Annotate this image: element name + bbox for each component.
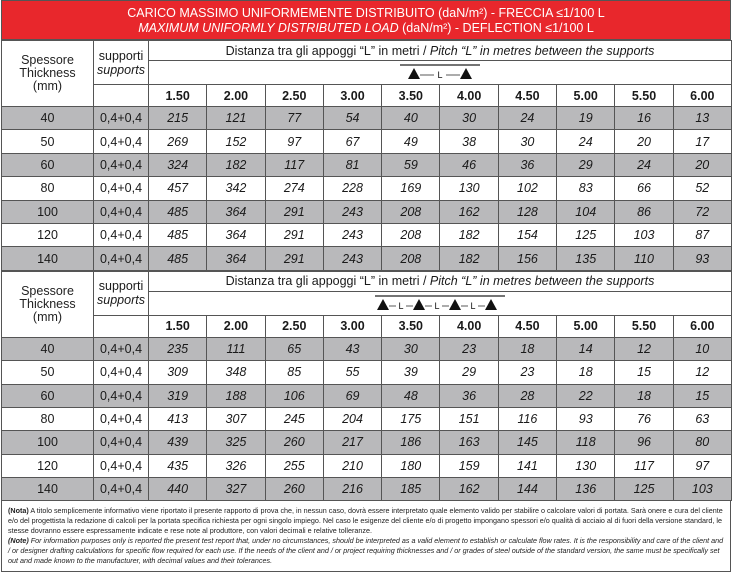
thickness-cell: 80 <box>2 177 94 200</box>
table-row <box>2 177 732 200</box>
load-value-cell: 118 <box>557 431 615 454</box>
load-value-cell: 327 <box>207 478 265 501</box>
span-header-cell: 3.00 <box>323 315 381 337</box>
table-header <box>1 0 731 40</box>
load-value-cell: 348 <box>207 361 265 384</box>
span-header-cell: 1.50 <box>149 85 207 107</box>
single-span-table <box>1 40 732 271</box>
thickness-cell: 140 <box>2 478 94 501</box>
supports-header <box>94 271 149 315</box>
table-row <box>2 407 732 430</box>
load-value-cell: 291 <box>265 200 323 223</box>
note-en-label: (Note) <box>8 536 29 546</box>
load-value-cell: 154 <box>498 223 556 246</box>
load-value-cell: 12 <box>673 361 731 384</box>
load-value-cell: 217 <box>323 431 381 454</box>
span-header-cell: 2.50 <box>265 85 323 107</box>
span-header-cell: 5.00 <box>557 85 615 107</box>
load-value-cell: 163 <box>440 431 498 454</box>
load-value-cell: 67 <box>323 130 381 153</box>
thickness-header <box>2 41 94 107</box>
thickness-cell: 50 <box>2 361 94 384</box>
supports-cell: 0,4+0,4 <box>94 337 149 360</box>
supports-label-en: supports <box>97 62 145 77</box>
support-triangle-3 <box>449 299 461 310</box>
span-header-cell: 2.50 <box>265 315 323 337</box>
table-row <box>2 247 732 270</box>
load-value-cell: 36 <box>498 153 556 176</box>
load-value-cell: 22 <box>557 384 615 407</box>
note-it-label: (Nota) <box>8 506 29 516</box>
span-header-cell: 3.50 <box>382 85 440 107</box>
table-row <box>2 384 732 407</box>
load-value-cell: 121 <box>207 107 265 130</box>
load-value-cell: 162 <box>440 200 498 223</box>
supports-cell: 0,4+0,4 <box>94 107 149 130</box>
load-value-cell: 103 <box>615 223 673 246</box>
table-row <box>2 200 732 223</box>
load-value-cell: 117 <box>265 153 323 176</box>
load-value-cell: 342 <box>207 177 265 200</box>
load-value-cell: 364 <box>207 223 265 246</box>
load-value-cell: 15 <box>673 384 731 407</box>
load-value-cell: 188 <box>207 384 265 407</box>
load-value-cell: 36 <box>440 384 498 407</box>
load-value-cell: 485 <box>149 247 207 270</box>
load-value-cell: 30 <box>498 130 556 153</box>
thickness-cell: 60 <box>2 384 94 407</box>
load-value-cell: 182 <box>207 153 265 176</box>
thickness-cell: 120 <box>2 454 94 477</box>
load-value-cell: 93 <box>557 407 615 430</box>
load-value-cell: 66 <box>615 177 673 200</box>
span-header-cell: 2.00 <box>207 315 265 337</box>
thickness-cell: 40 <box>2 337 94 360</box>
supports-cell: 0,4+0,4 <box>94 384 149 407</box>
load-value-cell: 128 <box>498 200 556 223</box>
single-span-diagram <box>149 61 732 85</box>
distance-title-en: Pitch “L” in metres between the supports <box>429 274 655 289</box>
load-value-cell: 135 <box>557 247 615 270</box>
support-triangle-left <box>408 68 420 79</box>
span-header-cell: 5.50 <box>615 85 673 107</box>
thickness-label-it: Spessore <box>21 53 74 67</box>
load-value-cell: 169 <box>382 177 440 200</box>
supports-header-empty <box>94 315 149 337</box>
supports-label-it: supporti <box>98 279 144 294</box>
load-value-cell: 111 <box>207 337 265 360</box>
load-value-cell: 144 <box>498 478 556 501</box>
load-value-cell: 93 <box>673 247 731 270</box>
load-value-cell: 80 <box>673 431 731 454</box>
multi-span-table <box>1 271 732 502</box>
table-row <box>2 153 732 176</box>
load-value-cell: 182 <box>440 223 498 246</box>
span-header-cell: 5.50 <box>615 315 673 337</box>
load-value-cell: 208 <box>382 247 440 270</box>
load-value-cell: 228 <box>323 177 381 200</box>
load-value-cell: 48 <box>382 384 440 407</box>
load-value-cell: 162 <box>440 478 498 501</box>
load-value-cell: 326 <box>207 454 265 477</box>
disclaimer-note <box>1 501 731 572</box>
load-value-cell: 260 <box>265 431 323 454</box>
load-value-cell: 156 <box>498 247 556 270</box>
load-value-cell: 24 <box>557 130 615 153</box>
load-value-cell: 29 <box>440 361 498 384</box>
load-value-cell: 215 <box>149 107 207 130</box>
load-value-cell: 125 <box>557 223 615 246</box>
header-title-en <box>2 21 730 36</box>
load-value-cell: 210 <box>323 454 381 477</box>
load-value-cell: 24 <box>498 107 556 130</box>
note-it-text: A titolo semplicemente informativo viene riportato il presente rapporto di prova che, in nessun caso, dovrà essere interpretato quale elemento valido per stabilire o calcolare valori di portata. Sarà onere e cura del cliente e/o del progettista la redazione di calcoli per la portata specifica richiesta per ogni singolo impiego. Nel caso le esigenze del cliente e/o di progetto impongano spessori e/o qualità di acciaio al di fuori della versione standard, le stesse dovranno essere espressamente indicate e rese note al produttore, con valori decimali e relative tolleranze. <box>8 506 723 536</box>
load-value-cell: 103 <box>673 478 731 501</box>
load-value-cell: 324 <box>149 153 207 176</box>
load-value-cell: 49 <box>382 130 440 153</box>
thickness-label-en: Thickness <box>19 66 76 80</box>
load-value-cell: 152 <box>207 130 265 153</box>
table-row <box>2 361 732 384</box>
load-value-cell: 151 <box>440 407 498 430</box>
load-value-cell: 23 <box>440 337 498 360</box>
span-letter-3: L <box>470 300 476 311</box>
load-value-cell: 46 <box>440 153 498 176</box>
thickness-cell: 100 <box>2 200 94 223</box>
load-value-cell: 125 <box>615 478 673 501</box>
thickness-cell: 100 <box>2 431 94 454</box>
table-row <box>2 454 732 477</box>
load-value-cell: 216 <box>323 478 381 501</box>
load-value-cell: 440 <box>149 478 207 501</box>
load-value-cell: 255 <box>265 454 323 477</box>
single-span-support-icon <box>400 61 480 81</box>
load-value-cell: 29 <box>557 153 615 176</box>
table-row <box>2 130 732 153</box>
load-value-cell: 20 <box>673 153 731 176</box>
load-value-cell: 43 <box>323 337 381 360</box>
distance-title <box>149 41 732 61</box>
load-value-cell: 413 <box>149 407 207 430</box>
load-value-cell: 97 <box>265 130 323 153</box>
supports-cell: 0,4+0,4 <box>94 247 149 270</box>
load-value-cell: 63 <box>673 407 731 430</box>
thickness-cell: 120 <box>2 223 94 246</box>
load-value-cell: 186 <box>382 431 440 454</box>
multi-span-diagram <box>149 291 732 315</box>
support-triangle-2 <box>413 299 425 310</box>
span-header-cell: 4.50 <box>498 85 556 107</box>
supports-cell: 0,4+0,4 <box>94 153 149 176</box>
load-value-cell: 12 <box>615 337 673 360</box>
load-value-cell: 291 <box>265 223 323 246</box>
load-value-cell: 145 <box>498 431 556 454</box>
load-value-cell: 364 <box>207 200 265 223</box>
table-row <box>2 431 732 454</box>
load-value-cell: 81 <box>323 153 381 176</box>
load-value-cell: 28 <box>498 384 556 407</box>
load-value-cell: 260 <box>265 478 323 501</box>
load-value-cell: 10 <box>673 337 731 360</box>
table-row <box>2 337 732 360</box>
load-value-cell: 20 <box>615 130 673 153</box>
load-value-cell: 17 <box>673 130 731 153</box>
load-value-cell: 16 <box>615 107 673 130</box>
load-value-cell: 116 <box>498 407 556 430</box>
load-value-cell: 235 <box>149 337 207 360</box>
thickness-unit: (mm) <box>32 79 63 93</box>
span-header-cell: 6.00 <box>673 315 731 337</box>
table-row <box>2 107 732 130</box>
supports-cell: 0,4+0,4 <box>94 130 149 153</box>
load-value-cell: 291 <box>265 247 323 270</box>
load-value-cell: 13 <box>673 107 731 130</box>
load-value-cell: 104 <box>557 200 615 223</box>
load-value-cell: 85 <box>265 361 323 384</box>
note-italian <box>8 506 724 536</box>
span-letter-1: L <box>398 300 404 311</box>
span-header-cell: 4.00 <box>440 315 498 337</box>
load-value-cell: 141 <box>498 454 556 477</box>
load-value-cell: 117 <box>615 454 673 477</box>
distance-title <box>149 271 732 291</box>
load-value-cell: 30 <box>382 337 440 360</box>
span-header-cell: 6.00 <box>673 85 731 107</box>
supports-label-en: supports <box>97 293 145 308</box>
support-triangle-4 <box>485 299 497 310</box>
load-value-cell: 55 <box>323 361 381 384</box>
load-value-cell: 40 <box>382 107 440 130</box>
table-row <box>2 223 732 246</box>
supports-header-empty <box>94 85 149 107</box>
span-header-cell: 5.00 <box>557 315 615 337</box>
load-value-cell: 87 <box>673 223 731 246</box>
load-value-cell: 77 <box>265 107 323 130</box>
span-letter: L <box>437 70 443 80</box>
load-value-cell: 485 <box>149 200 207 223</box>
load-value-cell: 325 <box>207 431 265 454</box>
load-value-cell: 106 <box>265 384 323 407</box>
load-value-cell: 136 <box>557 478 615 501</box>
supports-cell: 0,4+0,4 <box>94 177 149 200</box>
load-value-cell: 15 <box>615 361 673 384</box>
supports-cell: 0,4+0,4 <box>94 200 149 223</box>
thickness-cell: 50 <box>2 130 94 153</box>
support-triangle-right <box>460 68 472 79</box>
load-value-cell: 245 <box>265 407 323 430</box>
load-value-cell: 243 <box>323 247 381 270</box>
load-value-cell: 159 <box>440 454 498 477</box>
load-value-cell: 38 <box>440 130 498 153</box>
load-value-cell: 319 <box>149 384 207 407</box>
note-english <box>8 536 724 566</box>
supports-cell: 0,4+0,4 <box>94 223 149 246</box>
header-title-en-rest: (daN/m²) - DEFLECTION ≤1/100 L <box>398 21 594 35</box>
load-value-cell: 18 <box>498 337 556 360</box>
load-value-cell: 96 <box>615 431 673 454</box>
span-letter-2: L <box>434 300 440 311</box>
load-value-cell: 76 <box>615 407 673 430</box>
support-triangle-1 <box>377 299 389 310</box>
load-value-cell: 86 <box>615 200 673 223</box>
distance-title-en: Pitch “L” in metres between the supports <box>429 43 655 58</box>
load-value-cell: 30 <box>440 107 498 130</box>
supports-cell: 0,4+0,4 <box>94 407 149 430</box>
load-value-cell: 72 <box>673 200 731 223</box>
header-title-it: CARICO MASSIMO UNIFORMEMENTE DISTRIBUITO (daN/m²) - FRECCIA ≤1/100 L <box>127 6 605 20</box>
supports-label-it: supporti <box>98 48 144 63</box>
thickness-label-it: Spessore <box>21 283 74 298</box>
distance-title-it: Distanza tra gli appoggi “L” in metri / <box>225 43 430 58</box>
load-value-cell: 175 <box>382 407 440 430</box>
span-header-cell: 3.50 <box>382 315 440 337</box>
load-value-cell: 19 <box>557 107 615 130</box>
thickness-unit: (mm) <box>32 309 63 324</box>
load-value-cell: 435 <box>149 454 207 477</box>
load-value-cell: 110 <box>615 247 673 270</box>
load-value-cell: 485 <box>149 223 207 246</box>
load-value-cell: 182 <box>440 247 498 270</box>
header-title-en-italic: MAXIMUM UNIFORMLY DISTRIBUTED LOAD <box>138 21 399 35</box>
load-value-cell: 180 <box>382 454 440 477</box>
load-value-cell: 307 <box>207 407 265 430</box>
load-value-cell: 52 <box>673 177 731 200</box>
thickness-cell: 60 <box>2 153 94 176</box>
span-header-cell: 2.00 <box>207 85 265 107</box>
load-value-cell: 18 <box>557 361 615 384</box>
load-value-cell: 185 <box>382 478 440 501</box>
supports-cell: 0,4+0,4 <box>94 361 149 384</box>
load-value-cell: 208 <box>382 223 440 246</box>
load-value-cell: 208 <box>382 200 440 223</box>
thickness-header <box>2 271 94 337</box>
load-value-cell: 243 <box>323 200 381 223</box>
supports-cell: 0,4+0,4 <box>94 431 149 454</box>
load-value-cell: 54 <box>323 107 381 130</box>
load-value-cell: 102 <box>498 177 556 200</box>
table-row <box>2 478 732 501</box>
load-value-cell: 204 <box>323 407 381 430</box>
thickness-cell: 80 <box>2 407 94 430</box>
note-en-text: For information purposes only is reported the present test report that, under no circumstances, should be interpreted as a valid element to establish or calculate flow rates. It is the responsibility and care of the client and / or designer drafting calculations for specific flow required for each use. If the needs of the client and / or project requiring thicknesses and / or grades of steel outside of the standard version, the same must be specifically set out and made known to the manufacturer, with decimal values and their tolerances. <box>8 536 724 566</box>
load-value-cell: 457 <box>149 177 207 200</box>
load-value-cell: 274 <box>265 177 323 200</box>
span-header-cell: 1.50 <box>149 315 207 337</box>
span-header-cell: 3.00 <box>323 85 381 107</box>
thickness-label-en: Thickness <box>19 296 76 311</box>
thickness-cell: 140 <box>2 247 94 270</box>
load-value-cell: 83 <box>557 177 615 200</box>
span-header-cell: 4.00 <box>440 85 498 107</box>
load-value-cell: 309 <box>149 361 207 384</box>
load-value-cell: 364 <box>207 247 265 270</box>
load-value-cell: 23 <box>498 361 556 384</box>
thickness-cell: 40 <box>2 107 94 130</box>
supports-cell: 0,4+0,4 <box>94 454 149 477</box>
load-value-cell: 39 <box>382 361 440 384</box>
load-value-cell: 24 <box>615 153 673 176</box>
supports-header <box>94 41 149 85</box>
load-table-sheet <box>1 0 731 572</box>
distance-title-it: Distanza tra gli appoggi “L” in metri / <box>225 274 430 289</box>
load-value-cell: 97 <box>673 454 731 477</box>
load-value-cell: 65 <box>265 337 323 360</box>
supports-cell: 0,4+0,4 <box>94 478 149 501</box>
load-value-cell: 59 <box>382 153 440 176</box>
load-value-cell: 69 <box>323 384 381 407</box>
load-value-cell: 269 <box>149 130 207 153</box>
load-value-cell: 14 <box>557 337 615 360</box>
load-value-cell: 130 <box>557 454 615 477</box>
load-value-cell: 130 <box>440 177 498 200</box>
load-value-cell: 439 <box>149 431 207 454</box>
multi-span-support-icon <box>375 292 505 312</box>
span-header-cell: 4.50 <box>498 315 556 337</box>
load-value-cell: 243 <box>323 223 381 246</box>
load-value-cell: 18 <box>615 384 673 407</box>
